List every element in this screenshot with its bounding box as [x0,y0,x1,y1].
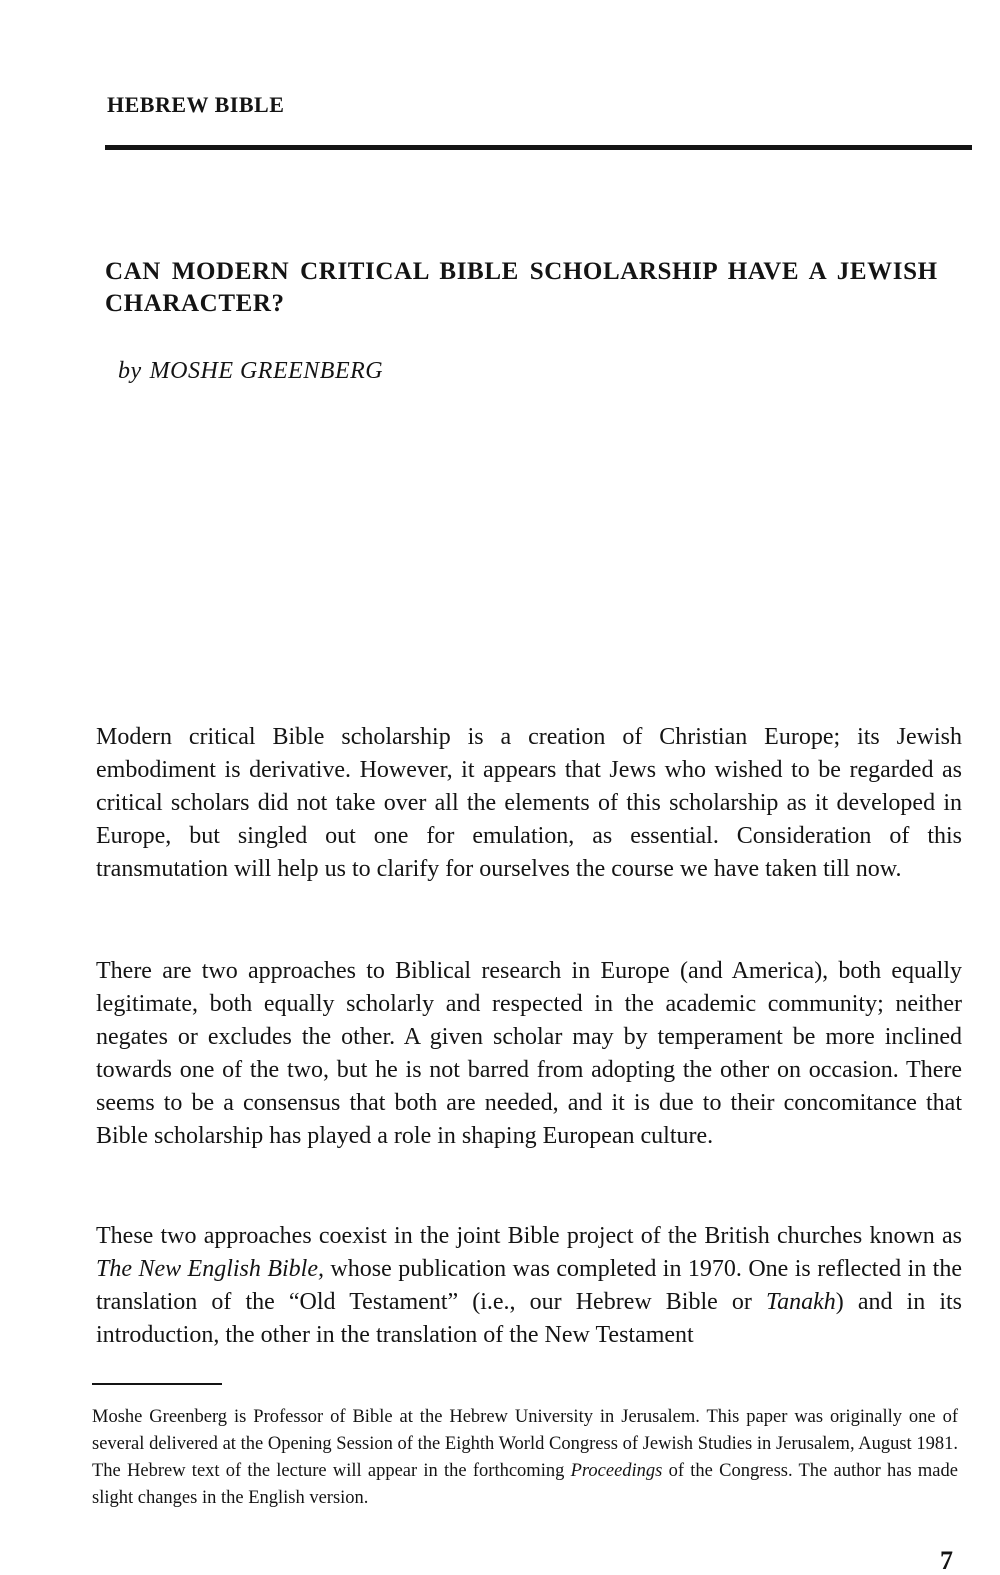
section-label: HEBREW BIBLE [107,92,285,117]
paragraph-3-text-a: These two approaches coexist in the joint Bible project of the British churches known as [96,1223,962,1249]
tanakh-italic: Tanakh [765,1289,836,1315]
byline [118,358,383,385]
body-paragraph-1: Modern critical Bible scholarship is a creation of Christian Europe; its Jewish embodiment is derivative. However, it appears that Jews who wished to be regarded as critical scholars did not take over all the elements of this scholarship as it developed in Europe, but singled out one for emulation, as essential. Consideration of this transmutation will help us to clarify for ourselves the course we have taken till now. [96,724,962,882]
page-number: 7 [940,1546,953,1575]
book-title-italic: The New English Bible, [96,1256,324,1282]
author-name: MOSHE GREENBERG [149,358,384,384]
article-title: CAN MODERN CRITICAL BIBLE SCHOLARSHIP HAVE A JEWISH CHARACTER? [105,258,938,317]
footnote-rule [92,1383,222,1385]
footnote-text-b: of the Congress. The author has made slight changes in the English version. [92,1461,958,1508]
header-rule [105,145,972,150]
proceedings-italic: Proceedings [570,1461,663,1481]
footnote [92,1404,958,1512]
paragraph-3-text-c: ) and in its introduction, the other in the translation of the New Testament [96,1289,962,1348]
footnote-text-a: Moshe Greenberg is Professor of Bible at the Hebrew University in Jerusalem. This paper was originally one of several delivered at the Opening Session of the Eighth World Congress of Jewish Studies in Jerusalem, August 1981. The Hebrew text of the lecture will appear in the forthcoming [92,1407,958,1481]
paragraph-3-text-b: whose publication was completed in 1970. One is reflected in the translation of the “Old Testament” (i.e., our Hebrew Bible or [96,1256,962,1315]
body-paragraph-3 [96,1220,962,1352]
body-paragraph-2: There are two approaches to Biblical research in Europe (and America), both equally legitimate, both equally scholarly and respected in the academic community; neither negates or excludes the other. A given scholar may by temperament be more inclined towards one of the two, but he is not barred from adopting the other on occasion. There seems to be a consensus that both are needed, and it is due to their concomitance that Bible scholarship has played a role in shaping European culture. [96,958,962,1149]
byline-prefix: by [118,358,142,384]
